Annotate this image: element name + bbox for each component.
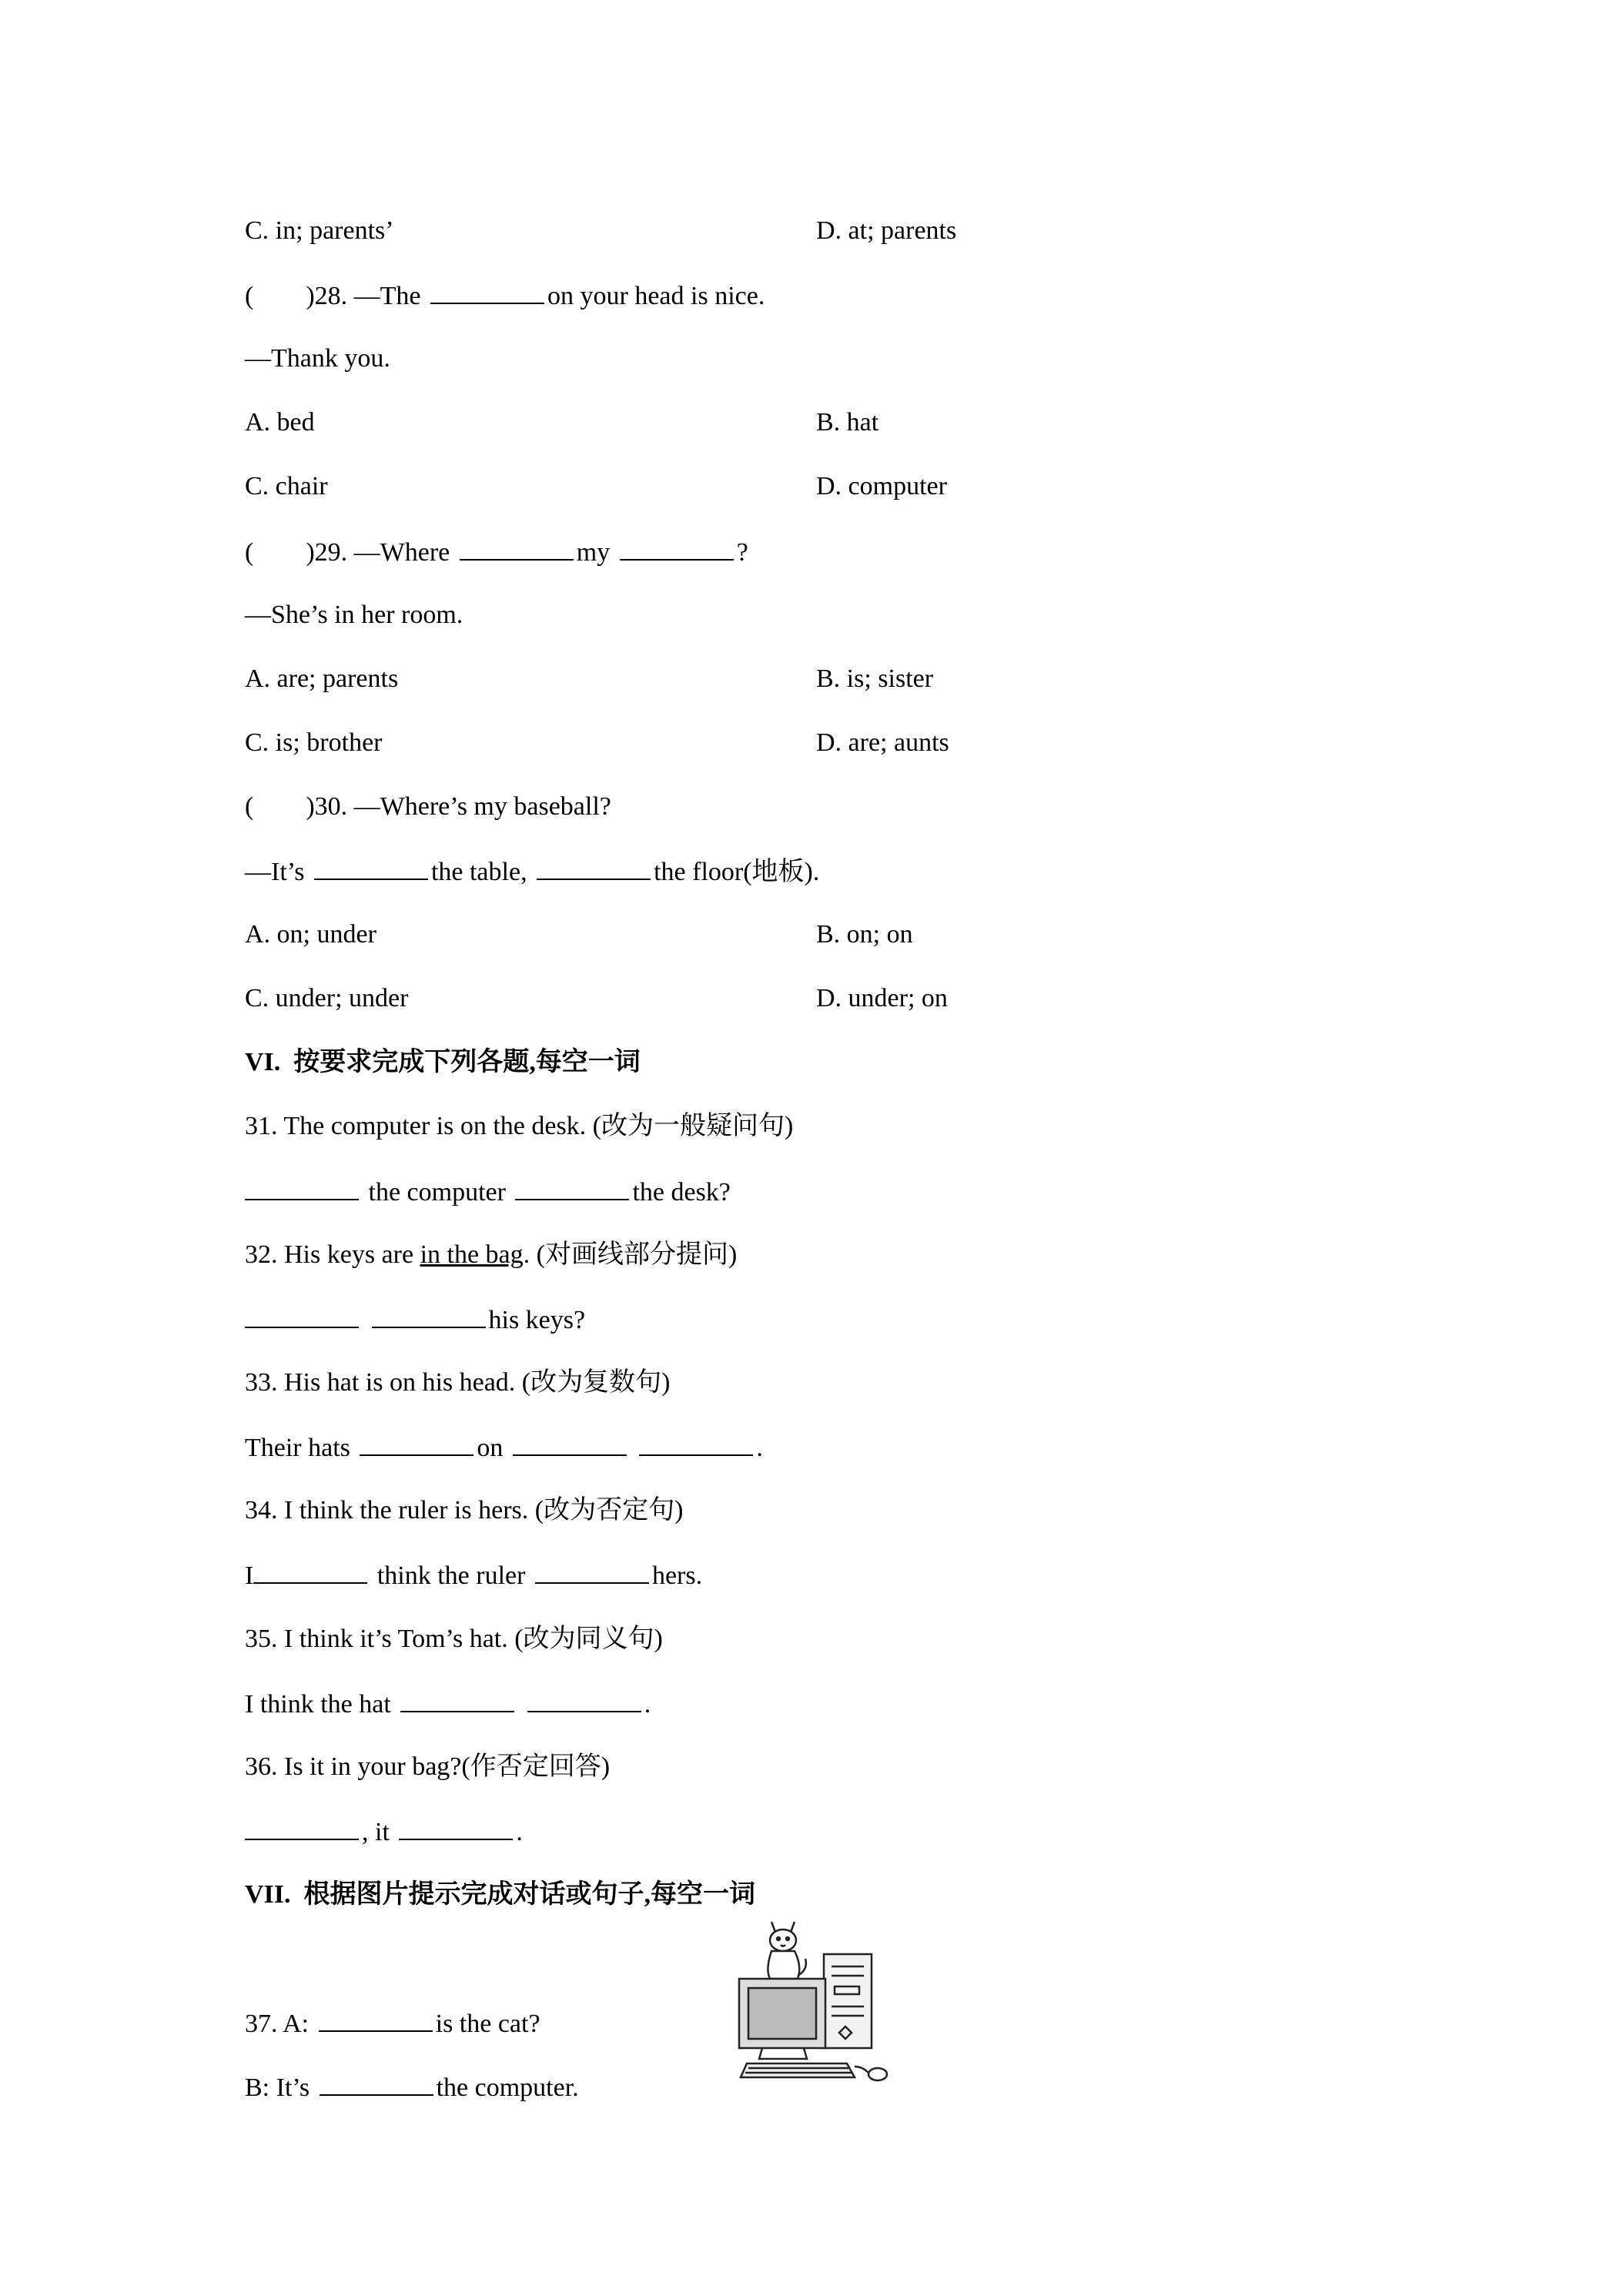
q29-option-a: A. are; parents xyxy=(245,664,399,693)
q33-prompt: 33. His hat is on his head. (改为复数句) xyxy=(245,1368,671,1397)
section-vii-heading: VII. 根据图片提示完成对话或句子,每空一词 xyxy=(245,1880,756,1909)
q29-reply: —She’s in her room. xyxy=(245,601,463,629)
answer-blank[interactable] xyxy=(245,1816,359,1840)
keyboard-icon xyxy=(741,2063,855,2077)
q36-answer: , it . xyxy=(245,1816,523,1848)
mouse-icon xyxy=(855,2067,887,2080)
answer-blank[interactable] xyxy=(245,1304,359,1328)
answer-blank[interactable] xyxy=(535,1559,649,1584)
q37-line-b: B: It’s the computer. xyxy=(245,2071,579,2104)
q28-option-a: A. bed xyxy=(245,408,315,437)
q27-option-d: D. at; parents xyxy=(816,216,957,245)
q34-prompt: 34. I think the ruler is hers. (改为否定句) xyxy=(245,1496,684,1525)
q29-stem: ( )29. —Where my ? xyxy=(245,536,748,568)
answer-blank[interactable] xyxy=(360,1431,474,1456)
q27-option-c: C. in; parents’ xyxy=(245,216,394,245)
section-vi-heading: VI. 按要求完成下列各题,每空一词 xyxy=(245,1048,641,1076)
answer-blank[interactable] xyxy=(620,536,734,561)
q30-option-b: B. on; on xyxy=(816,920,913,949)
computer-tower-icon xyxy=(824,1954,872,2048)
answer-blank[interactable] xyxy=(527,1688,641,1712)
answer-blank[interactable] xyxy=(639,1431,753,1456)
q32-prompt: 32. His keys are in the bag. (对画线部分提问) xyxy=(245,1240,738,1269)
q28-option-d: D. computer xyxy=(816,472,947,500)
q31-answer: the computer the desk? xyxy=(245,1176,731,1208)
q28-reply: —Thank you. xyxy=(245,344,390,373)
q36-prompt: 36. Is it in your bag?(作否定回答) xyxy=(245,1752,611,1781)
answer-blank[interactable] xyxy=(400,1688,514,1712)
q28-option-b: B. hat xyxy=(816,408,879,437)
answer-blank[interactable] xyxy=(460,536,574,561)
q37-line-a: 37. A: is the cat? xyxy=(245,2007,540,2040)
q29-option-b: B. is; sister xyxy=(816,664,934,693)
monitor-icon xyxy=(739,1979,825,2059)
underlined-phrase: in the bag xyxy=(420,1240,524,1269)
q35-answer: I think the hat . xyxy=(245,1688,651,1720)
q35-prompt: 35. I think it’s Tom’s hat. (改为同义句) xyxy=(245,1625,663,1653)
answer-blank[interactable] xyxy=(537,855,651,880)
answer-blank[interactable] xyxy=(319,2007,433,2032)
q30-option-c: C. under; under xyxy=(245,984,409,1012)
answer-blank[interactable] xyxy=(430,279,544,304)
q30-stem: ( )30. —Where’s my baseball? xyxy=(245,792,611,821)
q33-answer: Their hats on . xyxy=(245,1431,763,1464)
q32-answer: his keys? xyxy=(245,1304,585,1336)
q31-prompt: 31. The computer is on the desk. (改为一般疑问句) xyxy=(245,1112,794,1140)
q29-option-c: C. is; brother xyxy=(245,728,383,757)
q34-answer: I think the ruler hers. xyxy=(245,1559,702,1591)
q28-stem: ( )28. —The on your head is nice. xyxy=(245,279,765,312)
answer-paren: ( ) xyxy=(245,282,315,310)
answer-paren: ( ) xyxy=(245,792,315,821)
q30-reply: —It’s the table, the floor(地板). xyxy=(245,855,819,888)
cat-on-computer-illustration xyxy=(731,1916,893,2087)
answer-blank[interactable] xyxy=(399,1816,513,1840)
answer-blank[interactable] xyxy=(515,1176,629,1200)
cat-icon xyxy=(768,1922,805,1979)
q29-option-d: D. are; aunts xyxy=(816,728,949,757)
q30-option-a: A. on; under xyxy=(245,920,376,949)
answer-blank[interactable] xyxy=(320,2071,433,2096)
q28-option-c: C. chair xyxy=(245,472,328,500)
answer-blank[interactable] xyxy=(513,1431,627,1456)
answer-blank[interactable] xyxy=(253,1559,367,1584)
answer-blank[interactable] xyxy=(372,1304,486,1328)
answer-blank[interactable] xyxy=(314,855,428,880)
q30-option-d: D. under; on xyxy=(816,984,948,1012)
answer-blank[interactable] xyxy=(245,1176,359,1200)
answer-paren: ( ) xyxy=(245,538,315,567)
